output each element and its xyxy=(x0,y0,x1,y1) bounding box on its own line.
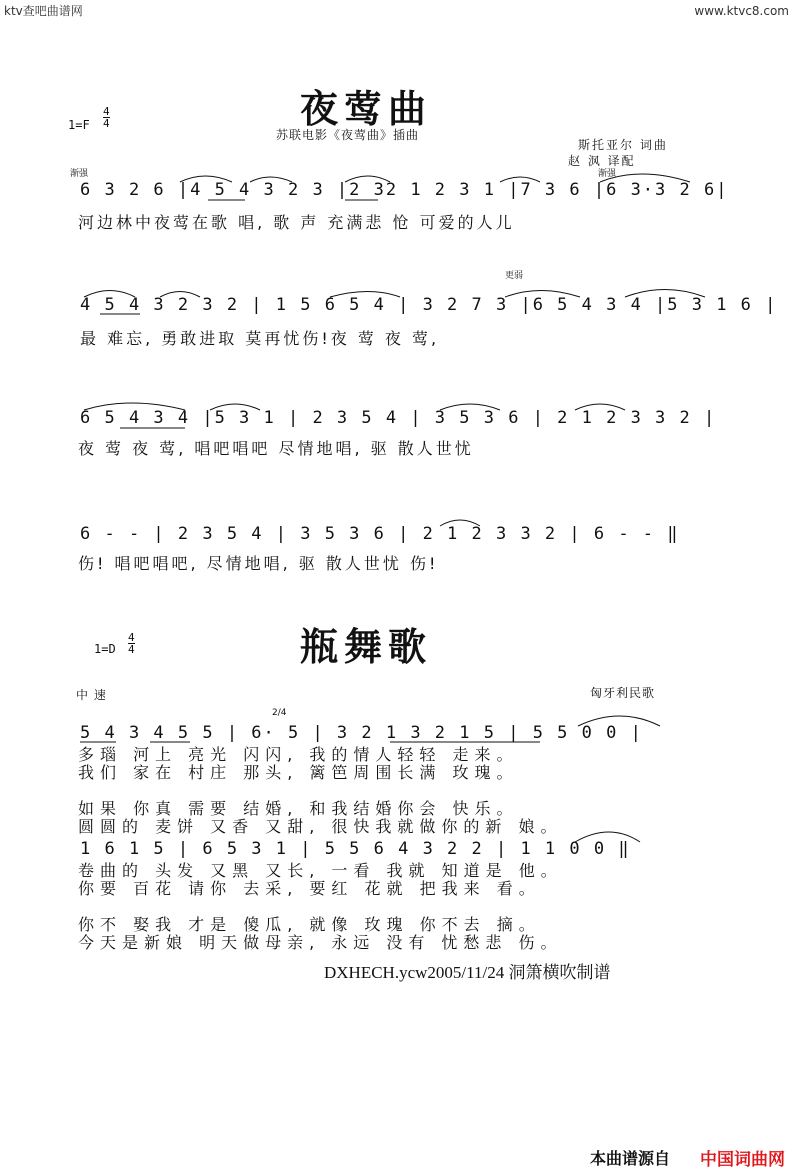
song2-lyrics-2a: 如果 你真 需要 结婚, 和我结婚你会 快乐。 xyxy=(78,799,519,818)
song1-lyrics-line-4: 伤! 唱吧唱吧, 尽情地唱, 驱 散人世忧 伤! xyxy=(78,554,439,573)
song2-lyrics-1b: 我们 家在 村庄 那头, 篱笆周围长满 玫瑰。 xyxy=(78,763,519,782)
song2-notation-line-2: 1 6 1 5 | 6 5 3 1 | 5 5 6 4 3 2 2 | 1 1 0 0 ‖ xyxy=(80,839,631,859)
song2-key: 1=D xyxy=(94,642,116,656)
slur xyxy=(505,291,580,298)
song2-lyrics-3a: 卷曲的 头发 又黑 又长, 一看 我就 知道是 他。 xyxy=(78,861,563,880)
song1-key: 1=F xyxy=(68,118,90,132)
site-watermark-right: www.ktvc8.com xyxy=(694,4,789,18)
slur xyxy=(440,520,480,526)
slur xyxy=(330,292,400,298)
song2-lyrics-4b: 今天是新娘 明天做母亲, 永远 没有 忧愁悲 伤。 xyxy=(78,933,563,952)
song2-lyrics-4a: 你不 娶我 才是 傻瓜, 就像 玫瑰 你不去 摘。 xyxy=(78,915,541,934)
song2-lyrics-2b: 圆圆的 麦饼 又香 又甜, 很快我就做你的新 娘。 xyxy=(78,817,563,836)
transcriber-signature: DXHECH.ycw2005/11/24 洞箫横吹制谱 xyxy=(324,963,611,982)
dynamic-mark-crescendo-1: 渐强 xyxy=(70,169,89,179)
site-watermark-left: ktv查吧曲谱网 xyxy=(4,4,83,18)
slur xyxy=(210,404,260,410)
slur xyxy=(600,174,690,182)
slur xyxy=(345,176,390,182)
slur xyxy=(84,291,135,298)
footer-source-label: 本曲谱源自 xyxy=(590,1149,671,1168)
song1-composer: 斯托亚尔 词曲 xyxy=(578,138,668,152)
song1-subtitle: 苏联电影《夜莺曲》插曲 xyxy=(276,128,420,142)
song1-lyrics-line-3: 夜 莺 夜 莺, 唱吧唱吧 尽情地唱, 驱 散人世忧 xyxy=(78,439,474,458)
footer-site-link[interactable]: 中国词曲网 xyxy=(700,1150,785,1170)
song1-lyrics-line-1: 河边林中夜莺在歌 唱, 歌 声 充满悲 怆 可爱的人儿 xyxy=(78,213,515,232)
song2-time-signature: 4 4 xyxy=(128,631,135,656)
slur xyxy=(250,177,292,182)
song1-notation-line-1: 6 3 2 6 |4 5 4 3 2 3 |2 32 1 2 3 1 |7 3 6 |6 3·3 2 6| xyxy=(80,180,729,200)
slur xyxy=(575,832,640,842)
slur xyxy=(440,404,500,410)
dynamic-mark-crescendo-2: 渐强 xyxy=(598,169,617,179)
dynamic-mark-weaker: 更弱 xyxy=(505,271,524,281)
song2-title: 瓶舞歌 xyxy=(300,624,433,669)
song2-origin: 匈牙利民歌 xyxy=(590,686,656,700)
song2-notation-line-1: 5 4 3 4 5 5 | 6· 5 | 3 2 1 3 2 1 5 | 5 5 0 0 | xyxy=(80,723,643,743)
slur xyxy=(575,404,625,410)
meter-change-mark: 2/4 xyxy=(272,708,287,718)
slur xyxy=(180,176,232,182)
song1-notation-line-4: 6 - - | 2 3 5 4 | 3 5 3 6 | 2 1 2 3 3 2 | 6 - - ‖ xyxy=(80,524,680,544)
song1-lyrics-line-2: 最 难忘, 勇敢进取 莫再忧伤!夜 莺 夜 莺, xyxy=(80,329,440,348)
song1-title: 夜莺曲 xyxy=(300,86,433,131)
song1-time-signature: 4 4 xyxy=(103,105,110,130)
song2-lyrics-1a: 多瑙 河上 亮光 闪闪, 我的情人轻轻 走来。 xyxy=(78,745,519,764)
slur xyxy=(625,290,705,298)
song1-arranger: 赵 沨 译配 xyxy=(568,154,636,168)
song1-notation-line-3: 6 5 4 3 4 |5 3 1 | 2 3 5 4 | 3 5 3 6 | 2 1 2 3 3 2 | xyxy=(80,408,717,428)
slur xyxy=(578,716,660,726)
slur xyxy=(160,292,200,298)
song2-tempo: 中 速 xyxy=(76,688,107,702)
song1-notation-line-2: 4 5 4 3 2 3 2 | 1 5 6 5 4 | 3 2 7 3 |6 5 4 3 4 |5 3 1 6 | xyxy=(80,295,778,315)
slur xyxy=(500,177,540,182)
song2-lyrics-3b: 你要 百花 请你 去采, 要红 花就 把我来 看。 xyxy=(78,879,541,898)
slur xyxy=(84,403,185,410)
